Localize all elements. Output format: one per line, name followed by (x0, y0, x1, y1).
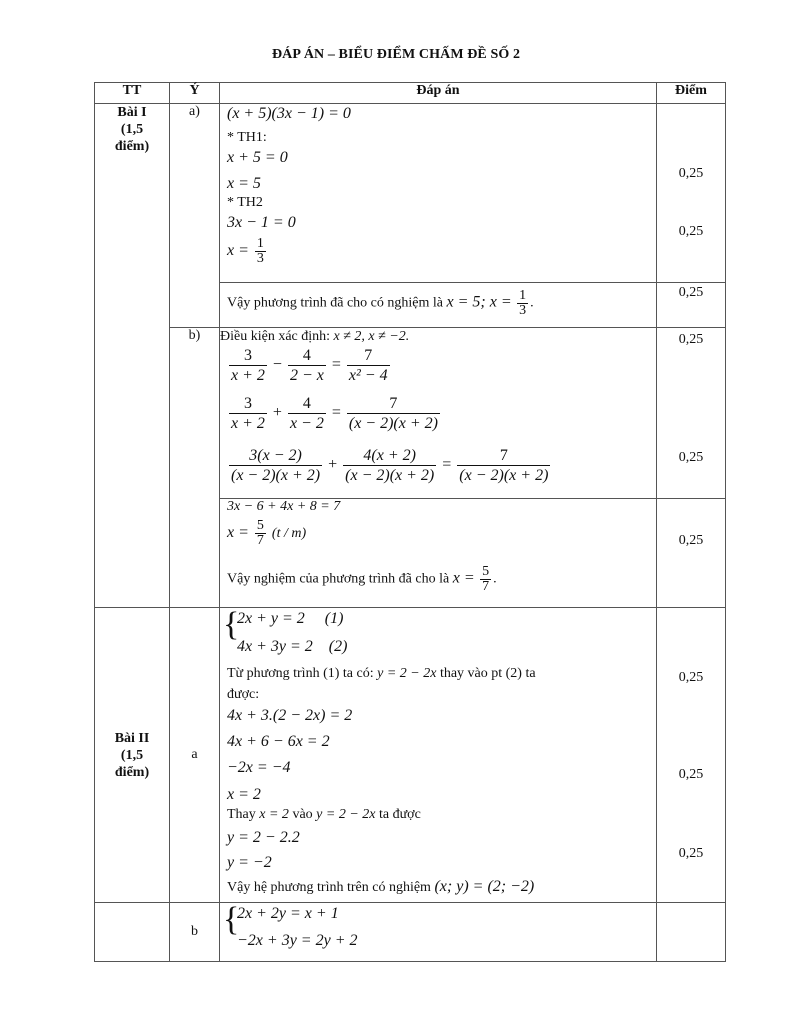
e1-d2: 2 − x (289, 367, 324, 384)
bai1-b-l4: 3x − 6 + 4x + 8 = 7 (227, 499, 341, 514)
bai1-b-eq3 (227, 446, 552, 485)
header-y: Ý (170, 83, 220, 104)
bai1-a-th2: * TH2 (227, 195, 263, 210)
page-title: ĐÁP ÁN – BIỂU ĐIỂM CHẤM ĐỀ SỐ 2 (271, 47, 521, 62)
bai1-a-l5 (227, 237, 268, 266)
bai1-b-l5-den: 7 (256, 533, 264, 548)
e1-d3: x² − 4 (348, 367, 388, 384)
bai1-b-conclusion: Vậy nghiệm của phương trình đã cho là x = $\frac{5}{7}$ . (227, 564, 497, 594)
bai1-b-cond-math: x ≠ 2, x ≠ −2. (333, 329, 410, 344)
bai2-a-t1a: Từ phương trình (1) ta có: (227, 666, 374, 681)
bai1-b-score-3-text: 0,25 (678, 533, 704, 548)
e3-n3: 7 (457, 446, 550, 466)
bai1-a-th1: * TH1: (227, 130, 267, 145)
bai1-a-conc-num: 1 (519, 288, 527, 303)
answer-table (94, 82, 726, 962)
bai2-a-l1: 4x + 3.(2 − 2x) = 2 (227, 707, 353, 724)
e1-eq: = (331, 356, 341, 374)
e3-d1: (x − 2)(x + 2) (231, 467, 321, 484)
bai1-a-l5-num: 1 (256, 236, 264, 251)
e1-d1: x + 2 (231, 367, 265, 384)
bai2-a-conclusion-text: Vậy hệ phương trình trên có nghiệm (227, 880, 431, 895)
table-row (95, 903, 726, 962)
bai1-a-score-cell (657, 104, 726, 283)
bai1-b-l5-num: 5 (256, 518, 264, 533)
e1-n1: 3 (229, 346, 267, 366)
bai1-a-score-2: 0,25 (678, 224, 704, 239)
bai2-a-score-3: 0,25 (678, 846, 704, 861)
bai1-label (95, 104, 170, 608)
bai1-a-conc-den: 3 (519, 303, 527, 318)
bai2-b-empty (95, 903, 170, 962)
bai1-a-score-3-text: 0,25 (678, 285, 704, 300)
e3-n2: 4(x + 2) (343, 446, 436, 466)
bai1-b-eq1 (227, 346, 392, 385)
bai2-a-sys2: 4x + 3y = 2 (2) (237, 638, 348, 655)
bai1-a-score-1: 0,25 (678, 166, 704, 181)
bai2-a-conclusion-math: (x; y) = (2; −2) (434, 878, 535, 895)
bai1-b-conc-den: 7 (482, 579, 490, 594)
bai2-a-l6: y = −2 (227, 854, 272, 871)
bai1-a-l4: 3x − 1 = 0 (227, 214, 296, 231)
bai2-a-t3d: y = 2 − 2x (316, 807, 376, 822)
e3-eq: = (442, 456, 452, 474)
bai1-a-y: a) (170, 104, 220, 328)
e3-op: + (328, 456, 338, 474)
bai2-label-3: điểm) (114, 764, 150, 780)
bai1-label-3: điểm) (114, 139, 150, 154)
e2-d3: (x − 2)(x + 2) (348, 415, 438, 432)
bai1-a-l5-den: 3 (256, 251, 264, 266)
bai2-a-y: a (170, 608, 220, 903)
table-row (95, 608, 726, 903)
bai1-b-conc-lhs: x = (452, 569, 475, 587)
bai2-a-t2: được: (227, 687, 260, 702)
bai1-b-l5 (227, 519, 306, 548)
bai2-a-t1b: y = 2 − 2x (377, 666, 437, 681)
e2-n1: 3 (229, 394, 267, 414)
bai1-b-score-1: 0,25 (678, 332, 704, 347)
e2-d2: x − 2 (289, 415, 324, 432)
table-row (95, 104, 726, 283)
bai2-a-t3 (227, 807, 421, 823)
bai2-a-score-cell (657, 608, 726, 903)
e2-d1: x + 2 (231, 415, 265, 432)
bai2-b-solution (220, 903, 657, 962)
bai2-b-sys1: 2x + 2y = x + 1 (237, 905, 339, 922)
bai2-b-score-cell (657, 903, 726, 962)
e2-n3: 7 (347, 394, 440, 414)
bai2-a-t1c: thay vào pt (2) ta (439, 666, 536, 681)
e2-op: + (272, 404, 282, 422)
e3-d2: (x − 2)(x + 2) (345, 467, 435, 484)
e1-n3: 7 (347, 346, 390, 366)
bai2-a-solution (220, 608, 657, 903)
bai1-a-score-3 (657, 283, 726, 328)
bai2-label-2: (1,5 (120, 747, 144, 763)
bai1-label-1: Bài I (117, 105, 147, 120)
header-dap-an: Đáp án (220, 83, 657, 104)
bai2-b-sys2: −2x + 3y = 2y + 2 (237, 932, 358, 949)
header-diem: Điểm (657, 83, 726, 104)
bai1-b-solution-2 (220, 499, 657, 608)
bai1-b-conclusion-text: Vậy nghiệm của phương trình đã cho là (227, 571, 450, 587)
e3-d3: (x − 2)(x + 2) (459, 467, 549, 484)
bai1-a-conclusion: Vậy phương trình đã cho có nghiệm là x = 5; x = $\frac{1}{3}$ . (220, 283, 657, 328)
bai2-a-l4: x = 2 (227, 786, 261, 803)
bai2-a-conclusion (227, 878, 534, 896)
bai2-a-brace: { (223, 606, 240, 643)
table-header-row (95, 83, 726, 104)
bai2-label (95, 608, 170, 903)
bai1-b-l5-tm: (t / m) (271, 526, 307, 542)
bai1-b-score-2: 0,25 (678, 450, 704, 465)
bai2-a-sys1: 2x + y = 2 (1) (237, 610, 344, 627)
header-tt: TT (95, 83, 170, 104)
bai2-a-t3c: vào (292, 807, 313, 822)
bai2-b-y: b (170, 903, 220, 962)
e2-n2: 4 (288, 394, 326, 414)
bai1-a-l2: x + 5 = 0 (227, 149, 288, 166)
bai1-b-cond-text: Điều kiện xác định: (220, 329, 331, 344)
bai1-b-cond (220, 329, 409, 345)
bai1-b-score-cell (657, 328, 726, 499)
bai2-a-score-2: 0,25 (678, 767, 704, 782)
bai1-a-conclusion-math: x = 5; x = (446, 293, 512, 311)
bai2-a-l3: −2x = −4 (227, 759, 291, 776)
e1-n2: 4 (288, 346, 326, 366)
bai2-a-l5: y = 2 − 2.2 (227, 829, 300, 846)
bai2-b-brace: { (223, 901, 240, 938)
bai1-a-l1: (x + 5)(3x − 1) = 0 (227, 105, 351, 122)
bai2-a-t3a: Thay (227, 807, 256, 822)
bai2-a-t1 (227, 666, 536, 682)
bai1-b-conc-num: 5 (482, 564, 490, 579)
bai1-b-score-3 (657, 499, 726, 608)
e1-op: − (272, 356, 282, 374)
bai1-a-conclusion-text: Vậy phương trình đã cho có nghiệm là (227, 295, 443, 311)
bai1-b-y: b) (170, 328, 220, 608)
bai2-a-t3e: ta được (378, 807, 421, 822)
bai1-b-l5-lhs: x = (227, 524, 249, 542)
bai1-label-2: (1,5 (120, 122, 144, 137)
bai1-a-l5-lhs: x = (227, 242, 249, 260)
e2-eq: = (331, 404, 341, 422)
bai1-b-solution (220, 328, 657, 499)
bai1-b-eq2 (227, 394, 442, 433)
bai2-a-score-1: 0,25 (678, 670, 704, 685)
table-row (95, 328, 726, 499)
e3-n1: 3(x − 2) (229, 446, 322, 466)
bai1-a-l3: x = 5 (227, 175, 261, 192)
bai2-a-t3b: x = 2 (259, 807, 289, 822)
bai2-a-l2: 4x + 6 − 6x = 2 (227, 733, 330, 750)
bai1-a-solution (220, 104, 657, 283)
bai2-label-1: Bài II (114, 730, 150, 746)
